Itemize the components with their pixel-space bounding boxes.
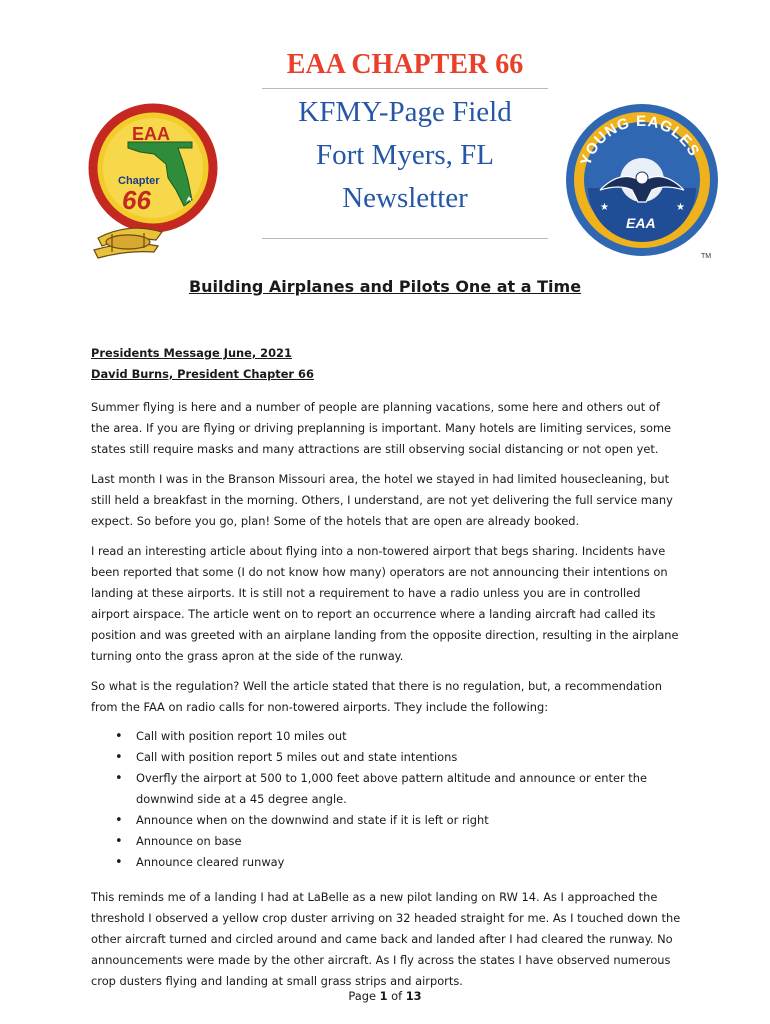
paragraph: So what is the regulation? Well the article stated that there is no regulation, but, a recommendation from the FAA on radio calls for non-towered airports. They include the following: (91, 679, 662, 714)
list-item: • Call with position report 5 miles out and state intentions (91, 747, 681, 768)
page-word: Page (348, 989, 376, 1003)
list-item: • Call with position report 10 miles out (91, 726, 681, 747)
list-item: • Announce cleared runway (91, 852, 681, 873)
paragraph: This reminds me of a landing I had at LaBelle as a new pilot landing on RW 14. As I approached the threshold I observed a yellow crop duster arriving on 32 headed straight for me. As I touched down the other aircraft turned and circled around and came back and landed after I had cleared the runway. No announcements were made by the other aircraft. As I fly across the states I have observed numerous crop dusters flying and landing at small grass strips and airports. (91, 890, 681, 988)
message-heading (91, 343, 681, 385)
header-lines (262, 91, 548, 220)
header-line-city: Fort Myers, FL (315, 139, 495, 171)
paragraph: Summer flying is here and a number of people are planning vacations, some here and others out of the area. If you are flying or driving preplanning is important. Many hotels are limiting services, some states still require masks and many attractions are still observing social distancing or not open yet. (91, 400, 672, 456)
header-rule-top (262, 88, 548, 89)
page-number: 1 (379, 989, 388, 1003)
logo-left-chapter-text: Chapter (118, 175, 160, 187)
header-line-field: KFMY-Page Field (298, 96, 512, 128)
of-word: of (391, 989, 403, 1003)
radio-call-list (91, 726, 681, 873)
page-total: 13 (405, 989, 422, 1003)
paragraph: I read an interesting article about flying into a non-towered airport that begs sharing. Incidents have been reported that some (I do not know how many) operators are not announcing their intentions on landing at these airports. It is still not a requirement to have a radio unless you are in controlled airport airspace. The article went on to report an occurrence where a landing aircraft had called its position and was greeted with an airplane landing from the opposite direction, resulting in the airplane turning onto the grass apron at the side of the runway. (91, 544, 679, 663)
message-title: Presidents Message June, 2021 (91, 346, 292, 360)
header-rule-bottom (262, 238, 548, 239)
tagline: Building Airplanes and Pilots One at a Time (188, 277, 582, 296)
eaa-chapter-66-logo (88, 90, 218, 268)
star-icon: ★ (600, 202, 609, 213)
chapter-title: EAA CHAPTER 66 (286, 49, 524, 80)
young-eagles-logo (560, 98, 723, 261)
trademark-mark: TM (701, 253, 712, 260)
logo-left-number-text: 66 (122, 185, 151, 215)
list-item: • Announce when on the downwind and state if it is left or right (91, 810, 681, 831)
list-item: • Announce on base (91, 831, 681, 852)
list-item: • Overfly the airport at 500 to 1,000 feet above pattern altitude and announce or enter the downwind side at a 45 degree angle. (91, 768, 681, 810)
logo-right-arc-text: YOUNG EAGLES (577, 112, 703, 168)
masthead (262, 50, 548, 239)
page-footer (0, 989, 770, 1003)
logo-left-eaa-text: EAA (132, 124, 171, 144)
paragraph: Last month I was in the Branson Missouri area, the hotel we stayed in had limited housecleaning, but still held a breakfast in the morning. Others, I understand, are not yet delivering the full service many expect. So before you go, plan! Some of the hotels that are open are already booked. (91, 472, 673, 528)
header-line-newsletter: Newsletter (342, 182, 468, 214)
star-icon: ★ (676, 202, 685, 213)
biplane-icon (94, 228, 162, 258)
message-author: David Burns, President Chapter 66 (91, 367, 314, 381)
logo-right-eaa-text: EAA (626, 215, 656, 231)
presidents-message (91, 343, 681, 992)
